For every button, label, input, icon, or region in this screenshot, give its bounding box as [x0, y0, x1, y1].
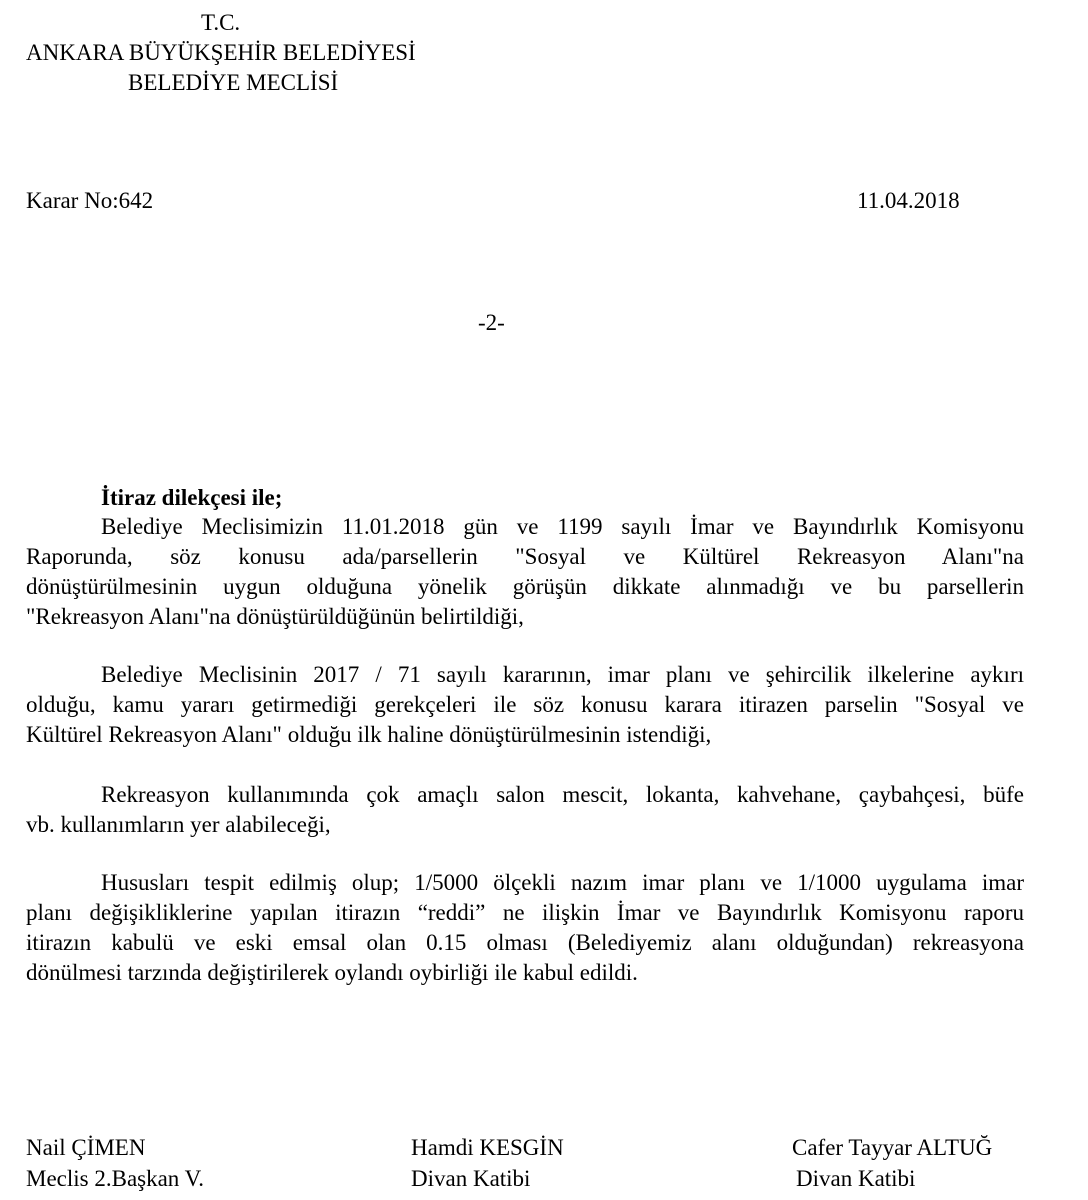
signature-title-1: Meclis 2.Başkan V. — [26, 1166, 205, 1191]
paragraph-line: Rekreasyon kullanımında çok amaçlı salon mescit, lokanta, kahvehane, çaybahçesi, büfe — [101, 782, 1024, 807]
section-heading: İtiraz dilekçesi ile; — [101, 485, 283, 510]
paragraph-2 — [26, 660, 1024, 750]
paragraph-3 — [26, 780, 1024, 840]
page-number: -2- — [478, 310, 505, 335]
paragraph-line: olduğu, kamu yararı getirmediği gerekçeleri ile söz konusu karara itirazen parselin "Sosyal ve — [26, 692, 1024, 717]
paragraph-line: dönülmesi tarzında değiştirilerek oylandı oybirliği ile kabul edildi. — [26, 960, 638, 985]
signature-name-2: Hamdi KESGİN — [411, 1135, 564, 1160]
paragraph-line: Hususları tespit edilmiş olup; 1/5000 ölçekli nazım imar planı ve 1/1000 uygulama imar — [101, 870, 1024, 895]
paragraph-4 — [26, 868, 1024, 988]
signature-title-2: Divan Katibi — [411, 1166, 531, 1191]
decision-date: 11.04.2018 — [857, 188, 960, 213]
header-municipality: ANKARA BÜYÜKŞEHİR BELEDİYESİ — [26, 40, 416, 65]
paragraph-1 — [26, 512, 1024, 632]
paragraph-line: dönüştürülmesinin uygun olduğuna yönelik görüşün dikkate alınmadığı ve bu parsellerin — [26, 574, 1024, 599]
paragraph-line: planı değişikliklerine yapılan itirazın “reddi” ne ilişkin İmar ve Bayındırlık Komisyonu raporu — [26, 900, 1024, 925]
paragraph-line: Kültürel Rekreasyon Alanı" olduğu ilk haline dönüştürülmesinin istendiği, — [26, 722, 712, 747]
paragraph-line: itirazın kabulü ve eski emsal olan 0.15 olması (Belediyemiz alanı olduğundan) rekreasyona — [26, 930, 1024, 955]
header-tc: T.C. — [201, 10, 241, 35]
header-council: BELEDİYE MECLİSİ — [128, 70, 339, 95]
decision-number: Karar No:642 — [26, 188, 154, 213]
paragraph-line: Raporunda, söz konusu ada/parsellerin "Sosyal ve Kültürel Rekreasyon Alanı"na — [26, 544, 1024, 569]
paragraph-line: Belediye Meclisinin 2017 / 71 sayılı kararının, imar planı ve şehircilik ilkelerine aykırı — [101, 662, 1024, 687]
paragraph-line: vb. kullanımların yer alabileceği, — [26, 812, 331, 837]
paragraph-line: Belediye Meclisimizin 11.01.2018 gün ve 1199 sayılı İmar ve Bayındırlık Komisyonu — [101, 514, 1024, 539]
signature-name-3: Cafer Tayyar ALTUĞ — [792, 1135, 993, 1160]
signature-name-1: Nail ÇİMEN — [26, 1135, 146, 1160]
signature-title-3: Divan Katibi — [796, 1166, 916, 1191]
paragraph-line: "Rekreasyon Alanı"na dönüştürüldüğünün belirtildiği, — [26, 604, 524, 629]
